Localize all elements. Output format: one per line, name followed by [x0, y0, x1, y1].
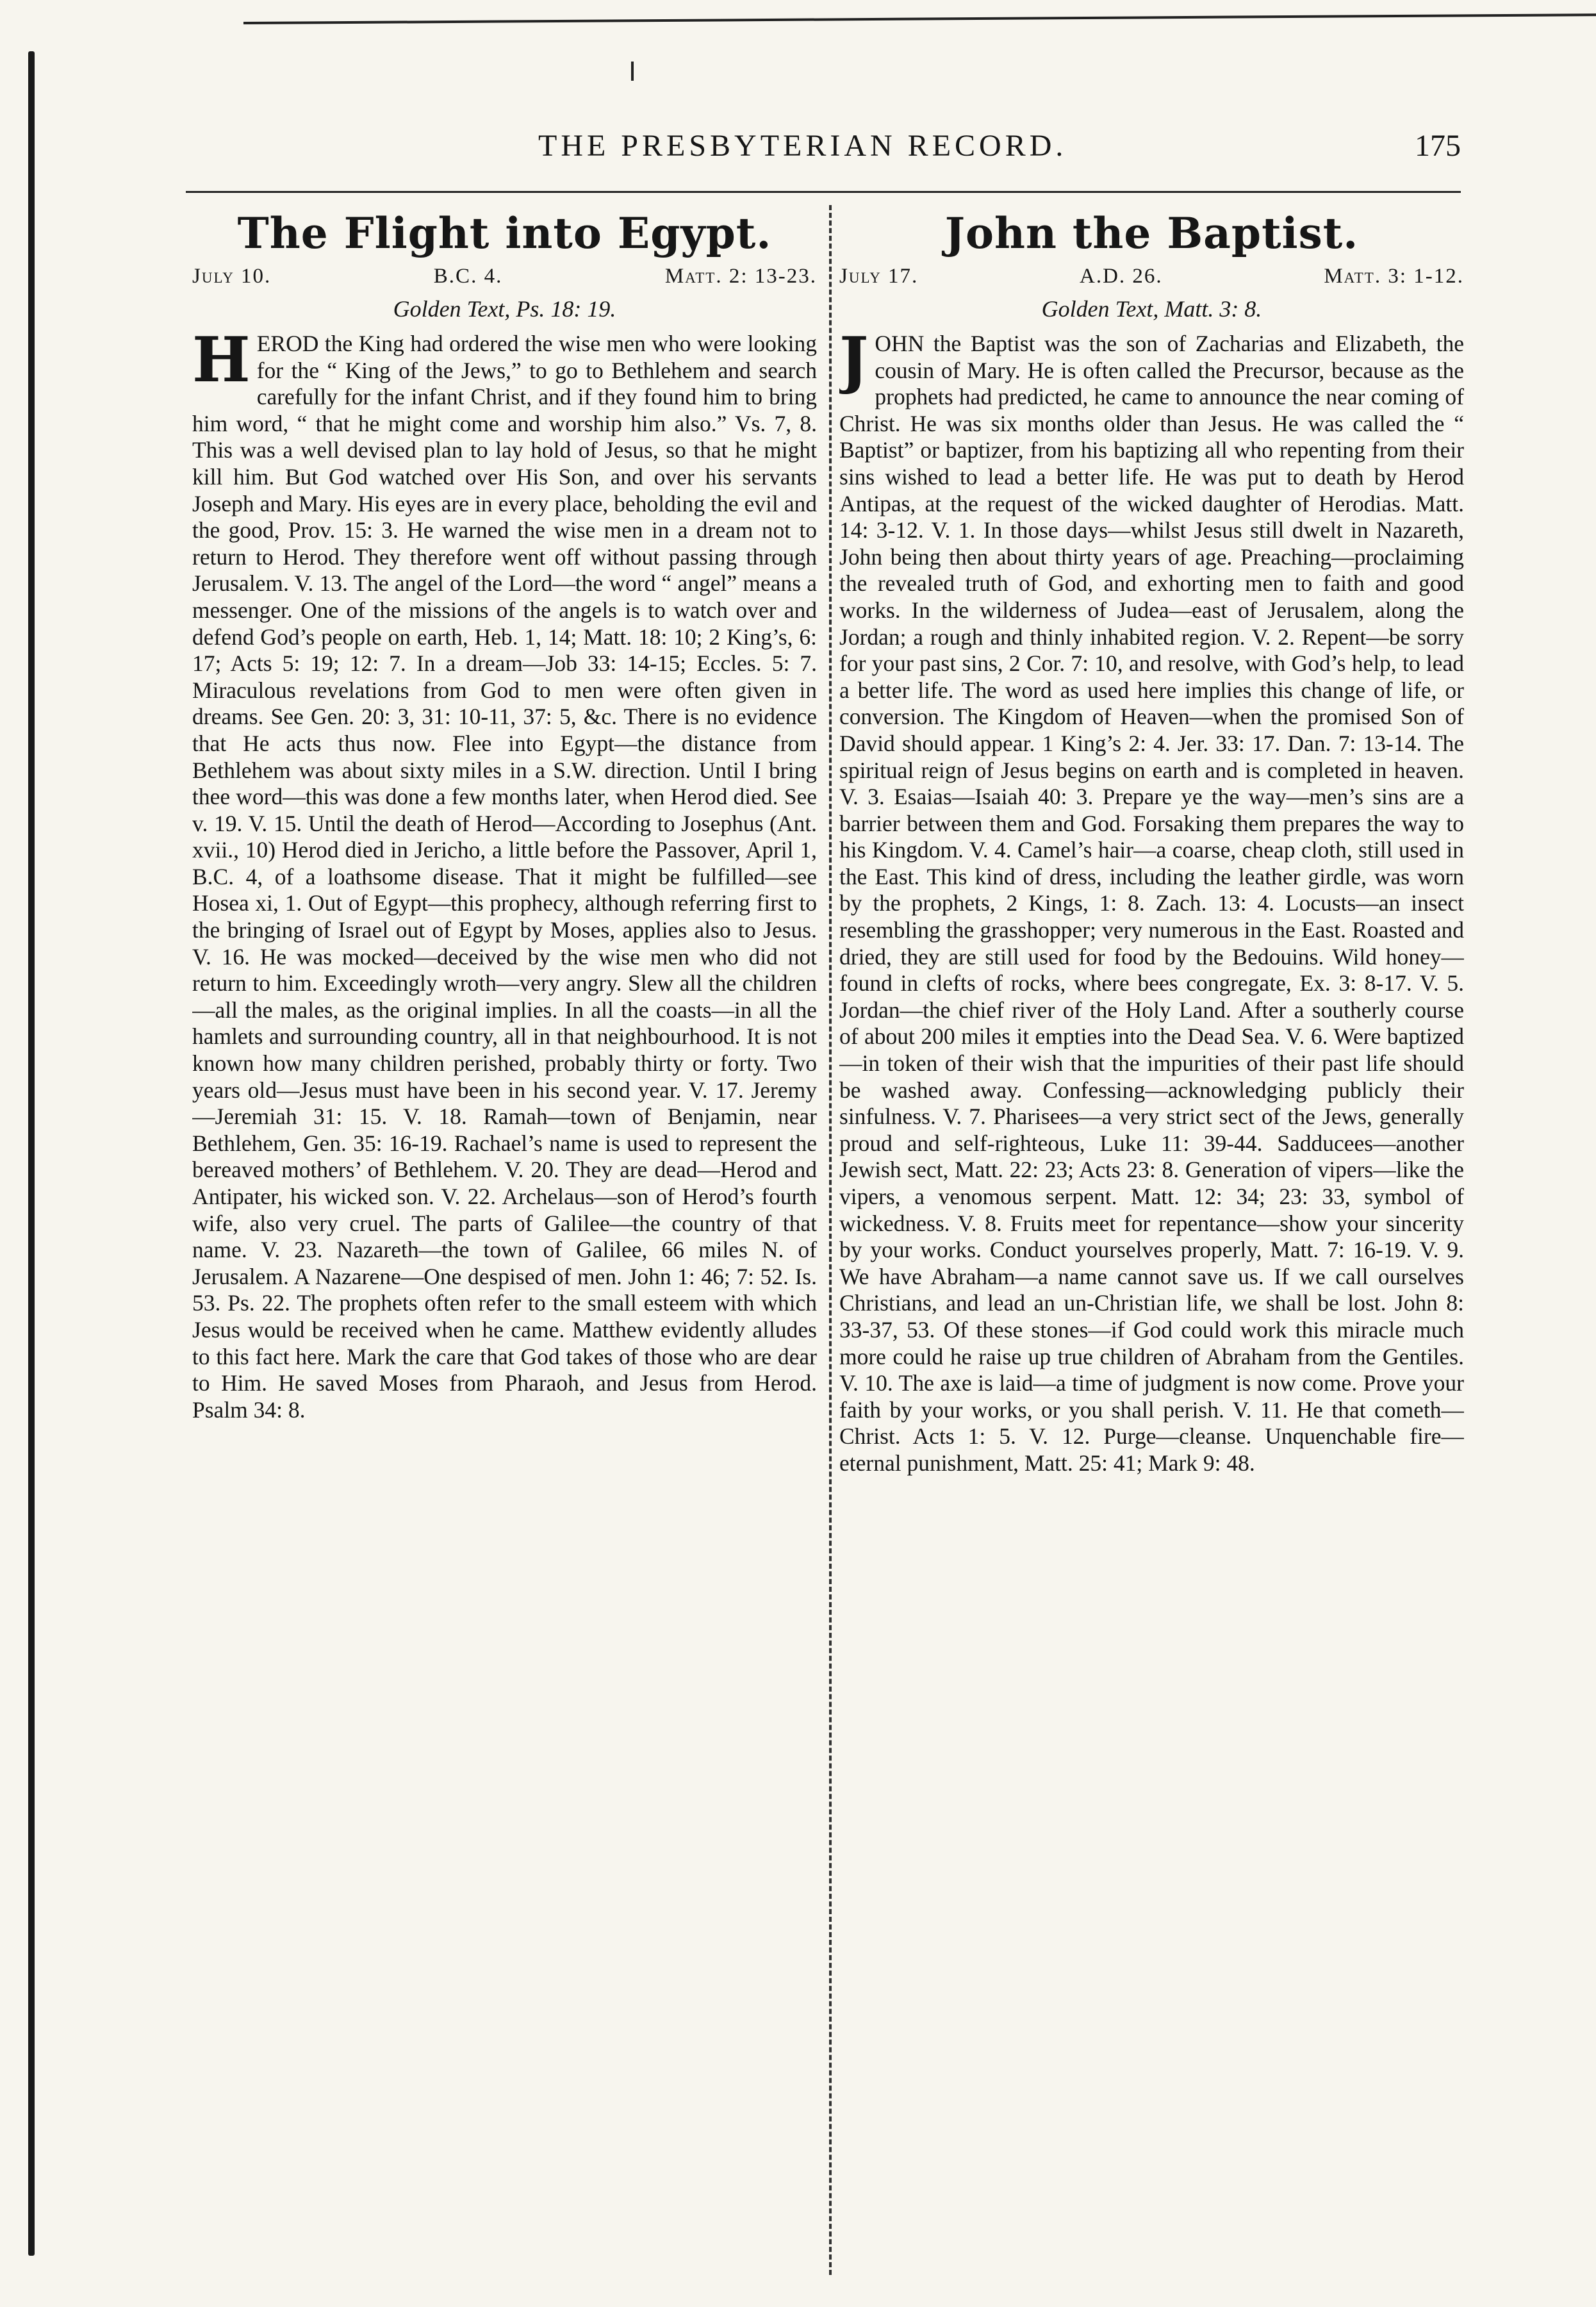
- lesson-title: The Flight into Egypt.: [237, 208, 772, 258]
- page-header: [186, 128, 1461, 173]
- page-number: 175: [1415, 129, 1461, 163]
- lesson-body: [192, 324, 817, 1423]
- scan-edge-top: [243, 0, 1596, 24]
- header-rule: [186, 191, 1461, 193]
- lesson-date: July 17.: [839, 265, 919, 288]
- lesson-reference: Matt. 3: 1-12.: [1324, 265, 1464, 288]
- drop-cap: J: [839, 324, 869, 396]
- lesson-date: July 10.: [192, 265, 272, 288]
- lesson-text: EROD the King had ordered the wise men who were looking for the “ King of the Jews,” to go to Bethlehem and search carefully for the infant Christ, and if they found him to bring him word, “ that he might come and worship him also.” Vs. 7, 8. This was a well devised plan to lay hold of Jesus, so that he might kill him. But God watched over His Son, and over his servants Joseph and Mary. His eyes are in every place, beholding the evil and the good, Prov. 15: 3. He warned the wise men in a dream not to return to Herod. They therefore went off without passing through Jerusalem. V. 13. The angel of the Lord—the word “ angel” means a messenger. One of the missions of the angels is to watch over and defend God’s people on earth, Heb. 1, 14; Matt. 18: 10; 2 King’s, 6: 17; Acts 5: 19; 12: 7. In a dream—Job 33: 14-15; Eccles. 5: 7. Miraculous revelations from God to men were often given in dreams. See Gen. 20: 3, 31: 10-11, 37: 5, &c. There is no evidence that He acts thus now. Flee into Egypt—the distance from Bethlehem was about sixty miles in a S.W. direction. Until I bring thee word—this was done a few months later, when Herod died. See v. 19. V. 15. Until the death of Herod—According to Josephus (Ant. xvii., 10) Herod died in Jericho, a little before the Passover, April 1, B.C. 4, of a loathsome disease. That it might be fulfilled—see Hosea xi, 1. Out of Egypt—this prophecy, although referring first to the bringing of Israel out of Egypt by Moses, applies also to Jesus. V. 16. He was mocked—deceived by the wise men who did not return to him. Exceedingly wroth—very angry. Slew all the children—all the males, as the original implies. In all the coasts—in all the hamlets and surrounding country, all in that neighbourhood. It is not known how many children perished, probably thirty or forty. Two years old—Jesus must have been in his second year. V. 17. Jeremy—Jeremiah 31: 15. V. 18. Ramah—town of Benjamin, near Bethlehem, Gen. 35: 16-19. Rachael’s name is used to represent the bereaved mothers’ of Bethlehem. V. 20. They are dead—Herod and Antipater, his wicked son. V. 22. Archelaus—son of Herod’s fourth wife, also very cruel. The parts of Galilee—the country of that name. V. 23. Nazareth—the town of Galilee, 66 miles N. of Jerusalem. A Nazarene—One despised of men. John 1: 46; 7: 52. Is. 53. Ps. 22. The prophets often refer to the small esteem with which Jesus would be received when he came. Matthew evidently alludes to this fact here. Mark the care that God takes of those who are dear to Him. He saved Moses from Pharaoh, and Jesus from Herod. Psalm 34: 8.: [192, 331, 817, 1423]
- column-divider: [829, 205, 832, 2275]
- lesson-body: [839, 324, 1464, 1477]
- lesson-text: OHN the Baptist was the son of Zacharias and Elizabeth, the cousin of Mary. He is often called the Precursor, because as the prophets had predicted, he came to announce the near coming of Christ. He was six months older than Jesus. He was called the “ Baptist” or baptizer, from his baptizing all who repenting from their sins wished to lead a better life. He was put to death by Herod Antipas, at the request of the wicked daughter of Herodias. Matt. 14: 3-12. V. 1. In those days—whilst Jesus still dwelt in Nazareth, John being then about thirty years of age. Preaching—proclaiming the revealed truth of God, and exhorting men to faith and good works. In the wilderness of Judea—east of Jerusalem, along the Jordan; a rough and thinly inhabited region. V. 2. Repent—be sorry for your past sins, 2 Cor. 7: 10, and resolve, with God’s help, to lead a better life. The word as used here implies this change of life, or conversion. The Kingdom of Heaven—when the promised Son of David should appear. 1 King’s 2: 4. Jer. 33: 17. Dan. 7: 13-14. The spiritual reign of Jesus begins on earth and is completed in heaven. V. 3. Esaias—Isaiah 40: 3. Prepare ye the way—men’s sins are a barrier between them and God. Forsaking them prepares the way to his Kingdom. V. 4. Camel’s hair—a coarse, cheap cloth, still used in the East. This kind of dress, including the leather girdle, was worn by the prophets, 2 Kings, 1: 8. Zach. 13: 4. Locusts—an insect resembling the grasshopper; very numerous in the East. Roasted and dried, they are still used for food by the Bedouins. Wild honey—found in clefts of rocks, where bees congregate, Ex. 3: 8-17. V. 5. Jordan—the chief river of the Holy Land. After a southerly course of about 200 miles it empties into the Dead Sea. V. 6. Were baptized—in token of their wish that the impurities of their past life should be washed away. Confessing—acknowledging publicly their sinfulness. V. 7. Pharisees—a very strict sect of the Jews, generally proud and self-righteous, Luke 11: 39-44. Sadducees—another Jewish sect, Matt. 22: 23; Acts 23: 8. Generation of vipers—like the vipers, a venomous serpent. Matt. 12: 34; 23: 33, symbol of wickedness. V. 8. Fruits meet for repentance—show your sincerity by your works. Conduct yourselves properly, Matt. 7: 16-19. V. 9. We have Abraham—a name cannot save us. If we call ourselves Christians, and lead an un-Christian life, we shall be lost. John 8: 33-37, 53. Of these stones—if God could work this miracle much more could he raise up true children of Abraham from the Gentiles. V. 10. The axe is laid—a time of judgment is now come. Prove your faith by your works, or you shall perish. V. 11. He that cometh—Christ. Acts 1: 5. V. 12. Purge—cleanse. Unquenchable fire—eternal punishment, Matt. 25: 41; Mark 9: 48.: [839, 331, 1464, 1476]
- lesson-year: A.D. 26.: [1079, 265, 1163, 288]
- lesson-column-left: [192, 205, 817, 2275]
- golden-text: Golden Text, Ps. 18: 19.: [393, 296, 616, 322]
- scan-binding-edge: [28, 51, 35, 2256]
- lesson-year: B.C. 4.: [433, 265, 503, 288]
- lesson-reference: Matt. 2: 13-23.: [664, 265, 817, 288]
- drop-cap: H: [192, 324, 251, 396]
- scan-mark: [631, 62, 634, 81]
- lesson-title: John the Baptist.: [944, 208, 1359, 258]
- lesson-meta: [192, 261, 817, 291]
- lesson-meta: [839, 261, 1464, 291]
- golden-text: Golden Text, Matt. 3: 8.: [1041, 296, 1262, 322]
- publication-title: THE PRESBYTERIAN RECORD.: [538, 129, 1067, 163]
- lesson-column-right: [839, 205, 1464, 2275]
